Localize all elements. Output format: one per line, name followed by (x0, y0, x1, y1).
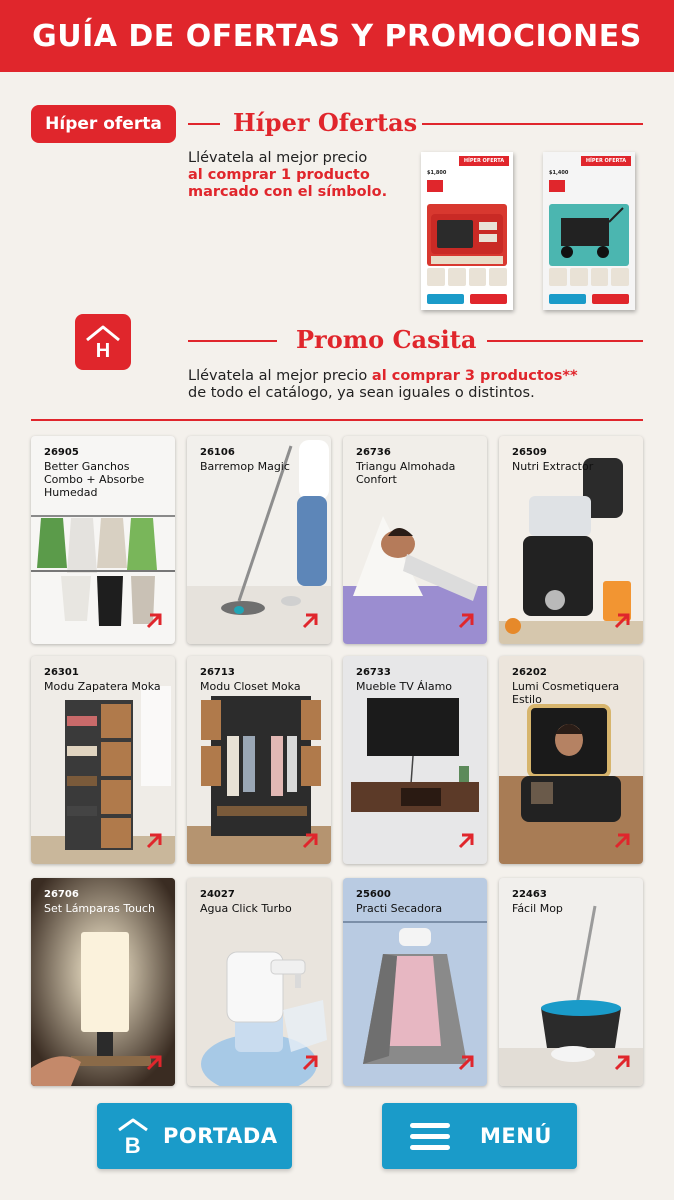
hiper-example-page (543, 152, 635, 310)
mini-page-thumbnails (427, 268, 507, 286)
arrow-up-right-icon (299, 610, 321, 632)
arrow-up-right-icon (299, 1052, 321, 1074)
mini-page-label: HÍPER OFERTA (581, 156, 631, 166)
hiper-description (188, 150, 408, 201)
portada-label: PORTADA (163, 1124, 278, 1148)
menu-button[interactable] (382, 1103, 577, 1169)
hiper-ofertas-title: Híper Ofertas (233, 108, 418, 137)
product-card[interactable] (31, 656, 175, 864)
product-name: Triangu Almohada Confort (356, 460, 456, 486)
house-icon (83, 322, 123, 362)
product-card[interactable] (187, 878, 331, 1086)
mini-page-price-tag (427, 180, 443, 192)
casita-rule-right (487, 340, 643, 342)
product-name: Practi Secadora (356, 902, 443, 915)
portada-button[interactable] (97, 1103, 292, 1169)
casita-desc-line-2: de todo el catálogo, ya sean iguales o distintos. (188, 385, 535, 401)
menu-label: MENÚ (480, 1124, 552, 1148)
title-rule-right (422, 123, 643, 125)
product-code: 26106 (200, 447, 235, 458)
casita-rule-left (188, 340, 277, 342)
product-name: Barremop Magic (200, 460, 290, 473)
product-code: 22463 (512, 889, 547, 900)
product-name: Nutri Extractor (512, 460, 594, 473)
product-name: Fácil Mop (512, 902, 563, 915)
hiper-desc-line: Llévatela al mejor precio (188, 150, 368, 166)
product-card[interactable] (187, 436, 331, 644)
arrow-up-right-icon (611, 1052, 633, 1074)
product-card[interactable] (31, 436, 175, 644)
arrow-up-right-icon (455, 1052, 477, 1074)
svg-text:B: B (124, 1133, 142, 1156)
product-card[interactable] (343, 436, 487, 644)
casita-letter: H (95, 340, 111, 362)
hiper-example-page (421, 152, 513, 310)
casita-desc-highlight: al comprar 3 productos** (371, 368, 578, 384)
arrow-up-right-icon (611, 610, 633, 632)
mini-page-buttons (549, 294, 629, 304)
mini-page-price: $1,400 (549, 170, 569, 176)
product-name: Modu Zapatera Moka (44, 680, 161, 693)
mini-page-thumbnails (549, 268, 629, 286)
product-code: 26905 (44, 447, 79, 458)
mini-page-price: $1,800 (427, 170, 447, 176)
product-name: Mueble TV Álamo (356, 680, 453, 693)
product-name: Agua Click Turbo (200, 902, 292, 915)
product-code: 24027 (200, 889, 235, 900)
mini-page-label: HÍPER OFERTA (459, 156, 509, 166)
section-divider (31, 419, 643, 421)
product-code: 26733 (356, 667, 391, 678)
hiper-desc-highlight: al comprar 1 producto (188, 167, 370, 183)
product-code: 26509 (512, 447, 547, 458)
product-name: Lumi Cosmetiquera Estilo (512, 680, 620, 706)
product-card[interactable] (499, 878, 643, 1086)
arrow-up-right-icon (299, 830, 321, 852)
product-card[interactable] (499, 656, 643, 864)
casita-desc-line-1 (188, 368, 628, 385)
mini-page-price-tag (549, 180, 565, 192)
header-bar (0, 0, 674, 72)
product-card[interactable] (187, 656, 331, 864)
product-code: 26202 (512, 667, 547, 678)
hiper-desc-highlight: marcado con el símbolo. (188, 184, 388, 200)
product-name: Better Ganchos Combo + Absorbe Humedad (44, 460, 145, 499)
product-name: Modu Closet Moka (200, 680, 301, 693)
mini-page-buttons (427, 294, 507, 304)
product-card[interactable] (499, 436, 643, 644)
hiper-oferta-badge: Híper oferta (31, 105, 176, 143)
product-card[interactable] (343, 656, 487, 864)
wagon-cart-icon (549, 204, 629, 266)
arrow-up-right-icon (143, 610, 165, 632)
casita-description (188, 368, 628, 402)
product-code: 26706 (44, 889, 79, 900)
product-code: 25600 (356, 889, 391, 900)
arrow-up-right-icon (611, 830, 633, 852)
toaster-oven-icon (427, 204, 507, 266)
product-code: 26713 (200, 667, 235, 678)
arrow-up-right-icon (143, 830, 165, 852)
title-rule-left (188, 123, 220, 125)
arrow-up-right-icon (143, 1052, 165, 1074)
toaster-oven-image (427, 204, 507, 266)
product-grid (31, 436, 643, 1086)
product-card[interactable] (31, 878, 175, 1086)
page-title: GUÍA DE OFERTAS Y PROMOCIONES (32, 18, 642, 54)
casita-house-icon (75, 314, 131, 370)
promo-casita-title: Promo Casita (296, 325, 477, 354)
product-code: 26736 (356, 447, 391, 458)
product-card[interactable] (343, 878, 487, 1086)
wagon-cart-image (549, 204, 629, 266)
arrow-up-right-icon (455, 830, 477, 852)
home-b-icon (115, 1116, 151, 1156)
product-code: 26301 (44, 667, 79, 678)
product-name: Set Lámparas Touch (44, 902, 155, 915)
hamburger-menu-icon (408, 1119, 452, 1153)
casita-desc-text: Llévatela al mejor precio (188, 368, 372, 384)
arrow-up-right-icon (455, 610, 477, 632)
